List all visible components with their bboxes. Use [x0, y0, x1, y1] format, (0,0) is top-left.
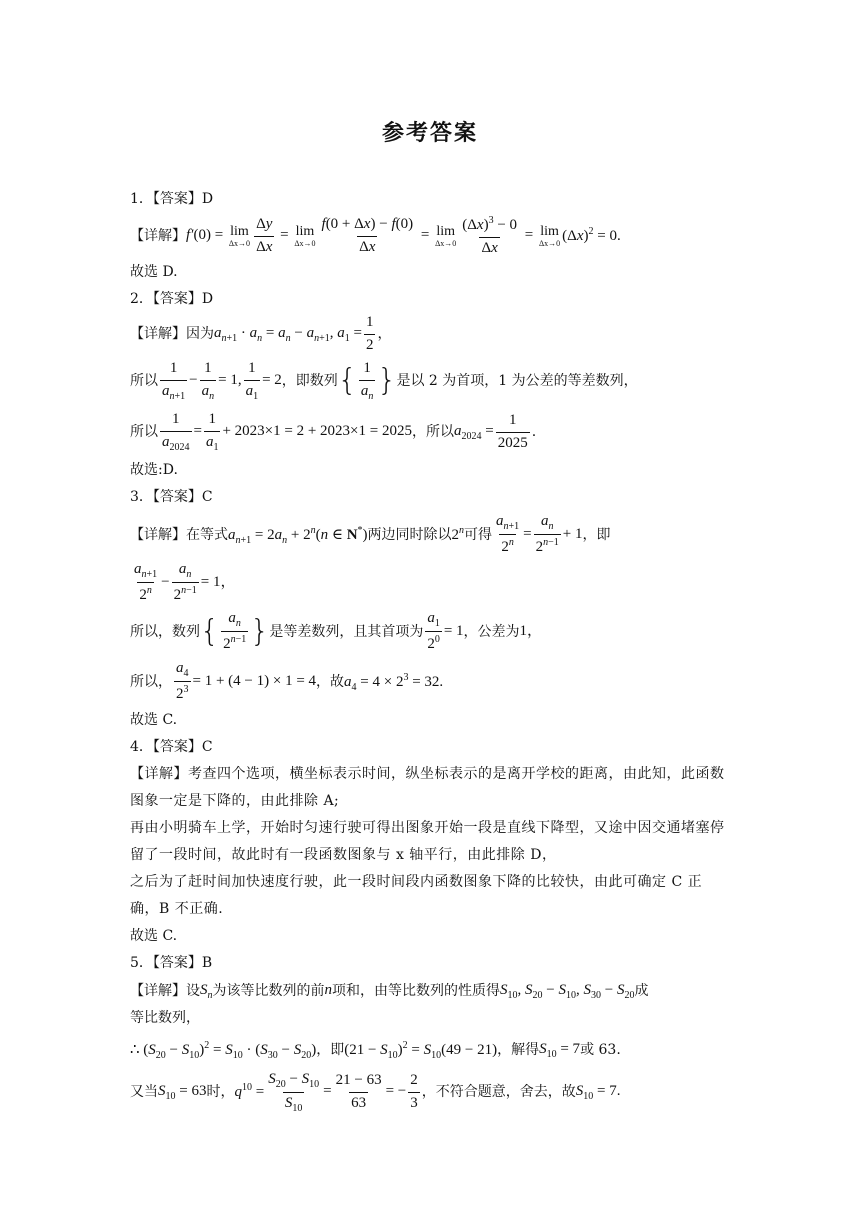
q3-line2: $\frac{a_{n+1}}{2^n}$ − $\frac{a_n}{2^{n-1}}$ = 1， — [130, 559, 730, 607]
q1-detail: 【详解】 f′ (0) = lim Δx→0 $\frac{\Delta y}{\Delta x}$ = lim Δx→0 $\frac{f(0 + \Delta x) - f(0)}{\Delta x}$ = lim Δx→0 $\frac{(\Delta x)^3 - 0}{\Delta x}$ = lim Δx→0 $(\Delta x)^2 = 0$. — [130, 213, 730, 259]
q2-line2: 所以 $\frac{1}{a_{n+1}}$ − $\frac{1}{a_n}$ = 1, $\frac{1}{a_1}$ = 2 ，即数列 { $\frac{1}{a_n}$ } 是以 2 为首项，1 为公差的等差数列， — [130, 360, 638, 402]
q4-conclusion: 故选 C. — [130, 928, 178, 945]
q1-formula: f′ — [186, 227, 194, 244]
page-title: 参考答案 — [381, 121, 478, 146]
q3-detail: 【详解】在等式 $a_{n+1} = 2a_n + 2^n(n$ ∈ N*) 两边同时除以 2$^n$ 可得 $\frac{a_{n+1}}{2^n}$ = $\frac{a_n}{2^{n-1}}$ + 1 ，即 — [130, 511, 730, 559]
q1-answer: 1．【答案】D — [130, 191, 214, 208]
q3-line3: 所以，数列 { $\frac{a_n}{2^{n-1}}$ } 是等差数列，且其首项为 $\frac{a_1}{2^0}$ = 1 ，公差为 1， — [130, 607, 730, 657]
q5-detail: 【详解】设 $S_n$ 为该等比数列的前 n 项和，由等比数列的性质得 $S_{10}$, $S_{20} - S_{10}$, $S_{30} - S_{20}$ 成 — [130, 981, 649, 1001]
q1-detail-label: 【详解】 — [130, 227, 186, 244]
q4-para2: 再由小明骑车上学，开始时匀速行驶可得出图象开始一段是直线下降型，又途中因交通堵塞停留了一段时间，故此时有一段函数图象与 x 轴平行，由此排除 D， — [130, 820, 725, 863]
answer-content — [130, 186, 730, 1116]
q5-answer: 5．【答案】B — [130, 955, 213, 972]
q3-answer: 3．【答案】C — [130, 489, 213, 506]
q5-line3: ∴ $(S_{20} - S_{10})^2 = S_{10} \cdot (S_{30} - S_{20})$ ，即 $(21 - S_{10})^2 = S_{10}(49 - 21)$ ，解得 $S_{10} = 7$ 或 63. — [130, 1039, 621, 1061]
q2-line3: 所以 $\frac{1}{a_{2024}}$ = $\frac{1}{a_1}$ + 2023×1 = 2 + 2023×1 = 2025 ，所以 $a_{2024}$ = $\frac{1}{2025}$ . — [130, 411, 537, 453]
q4-para3: 之后为了赶时间加快速度行驶，此一段时间段内函数图象下降的比较快，由此可确定 C 正确，B 不正确. — [130, 874, 703, 917]
q1-conclusion: 故选 D. — [130, 264, 178, 281]
q3-conclusion: 故选 C. — [130, 712, 178, 729]
q5-line4: 又当 $S_{10} = 63$ 时， $q^{10}$ = $\frac{S_{20} - S_{10}}{S_{10}}$ = $\frac{21 - 63}{63}$ = − $\frac{2}{3}$ ，不符合题意，舍去，故 $S_{10} = 7$. — [130, 1070, 621, 1114]
q5-line2: 等比数列， — [130, 1010, 200, 1027]
q3-line4: 所以， $\frac{a_4}{2^3}$ = 1 + (4 − 1) × 1 = 4 ，故 $a_4 = 4 \times 2^3 = 32$. — [130, 657, 730, 707]
q2-conclusion: 故选:D. — [130, 462, 178, 479]
q2-detail: 【详解】因为 $a_{n+1} \cdot a_n = a_n - a_{n+1}$, $a_1$ = $\frac{1}{2}$ ， — [130, 313, 730, 355]
q2-answer: 2．【答案】D — [130, 291, 214, 308]
q4-para1: 【详解】考查四个选项，横坐标表示时间，纵坐标表示的是离开学校的距离，由此知，此函数图象一定是下降的，由此排除 A; — [130, 766, 725, 809]
q4-answer: 4．【答案】C — [130, 739, 213, 756]
